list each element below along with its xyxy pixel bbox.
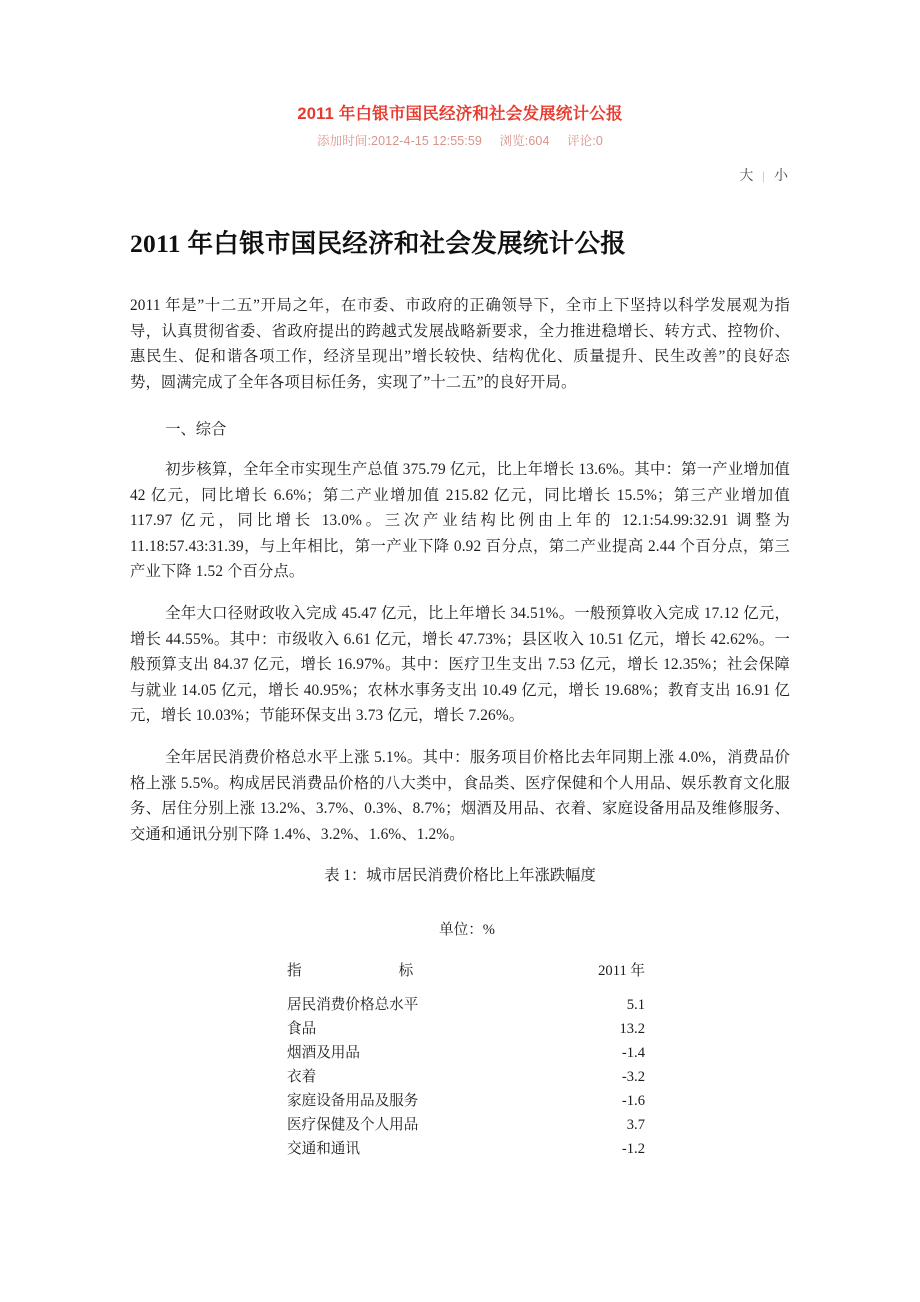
meta-comments: 评论:0 [567, 134, 603, 148]
table-cell-value: 5.1 [626, 996, 645, 1013]
table-cell-value: -1.4 [621, 1044, 645, 1061]
table-cell-indicator: 烟酒及用品 [287, 1044, 360, 1061]
paragraph-gdp: 初步核算，全年全市实现生产总值 375.79 亿元，比上年增长 13.6%。其中：第一产业增加值 42 亿元，同比增长 6.6%；第二产业增加值 215.82 亿元，同比增长 15.5%；第三产业增加值 117.97 亿元，同比增长 13.0%。三次产业结构比例由上年的 12.1:54.99:32.91 调整为 11.18:57.43:31.39，与上年相比，第一产业下降 0.92 百分点，第二产业提高 2.44 个百分点，第三产业下降 1.52 个百分点。 [130, 461, 790, 581]
table-cell-indicator: 医疗保健及个人用品 [287, 1116, 419, 1133]
table-header-row [265, 959, 655, 993]
table-head [265, 959, 655, 993]
lead-paragraph: 2011 年是”十二五”开局之年，在市委、市政府的正确领导下，全市上下坚持以科学发展观为指导，认真贯彻省委、省政府提出的跨越式发展战略新要求，全力推进稳增长、转方式、控物价、惠民生、促和谐各项工作，经济呈现出”增长较快、结构优化、质量提升、民生改善”的良好态势，圆满完成了全年各项目标任务，实现了”十二五”的良好开局。 [130, 297, 790, 391]
table-row [265, 1065, 655, 1089]
table-cell-value: -1.6 [621, 1092, 645, 1109]
section-heading-overview: 一、综合 [165, 421, 227, 439]
document-body [130, 186, 790, 1161]
table-caption: 表 1：城市居民消费价格比上年涨跌幅度 [324, 867, 596, 885]
paragraph-fiscal: 全年大口径财政收入完成 45.47 亿元，比上年增长 34.51%。一般预算收入完成 17.12 亿元，增长 44.55%。其中：市级收入 6.61 亿元，增长 47.73%；县区收入 10.51 亿元，增长 42.62%。一般预算支出 84.37 亿元，增长 16.97%。其中：医疗卫生支出 7.53 亿元，增长 12.35%；社会保障与就业 14.05 亿元，增长 40.95%；农林水事务支出 10.49 亿元，增长 19.68%；教育支出 16.91 亿元，增长 10.03%；节能环保支出 3.73 亿元，增长 7.26%。 [130, 605, 790, 725]
table-cell-value: 3.7 [626, 1116, 645, 1133]
meta-views: 浏览:604 [499, 134, 550, 148]
table-body [265, 993, 655, 1161]
table-row [265, 1137, 655, 1161]
font-size-small-button[interactable]: 小 [774, 169, 788, 184]
font-size-large-button[interactable]: 大 [739, 169, 754, 184]
header-title: 2011 年白银市国民经济和社会发展统计公报 [297, 105, 623, 123]
table-cell-value: -1.2 [621, 1140, 645, 1157]
table-row [265, 1017, 655, 1041]
table-unit: 单位：% [439, 921, 495, 938]
article-header [0, 0, 920, 149]
table-row [265, 1113, 655, 1137]
table-cell-indicator: 家庭设备用品及服务 [287, 1092, 419, 1109]
font-size-separator: | [762, 168, 765, 183]
cpi-table [265, 959, 655, 1161]
table-row [265, 993, 655, 1017]
paragraph-cpi: 全年居民消费价格总水平上涨 5.1%。其中：服务项目价格比去年同期上涨 4.0%，消费品价格上涨 5.5%。构成居民消费品价格的八大类中，食品类、医疗保健和个人用品、娱乐教育文化服务、居住分别上涨 13.2%、3.7%、0.3%、8.7%；烟酒及用品、衣着、家庭设备用品及维修服务、交通和通讯分别下降 1.4%、3.2%、1.6%、1.2%。 [130, 748, 790, 843]
table-cell-indicator: 食品 [287, 1020, 317, 1037]
meta-added-time: 添加时间:2012-4-15 12:55:59 [317, 134, 482, 148]
table-cell-indicator: 交通和通讯 [287, 1140, 360, 1157]
header-meta [0, 133, 920, 149]
table-cell-indicator: 衣着 [287, 1068, 317, 1085]
font-size-bar [0, 167, 920, 186]
column-header-year: 2011 年 [598, 962, 645, 979]
table-row [265, 1089, 655, 1113]
table-cell-indicator: 居民消费价格总水平 [287, 996, 419, 1013]
table-cell-value: -3.2 [621, 1068, 645, 1085]
table-row [265, 1041, 655, 1065]
page-title: 2011 年白银市国民经济和社会发展统计公报 [130, 229, 627, 259]
column-header-indicator: 指 标 [287, 962, 460, 979]
table-cell-value: 13.2 [619, 1020, 645, 1037]
